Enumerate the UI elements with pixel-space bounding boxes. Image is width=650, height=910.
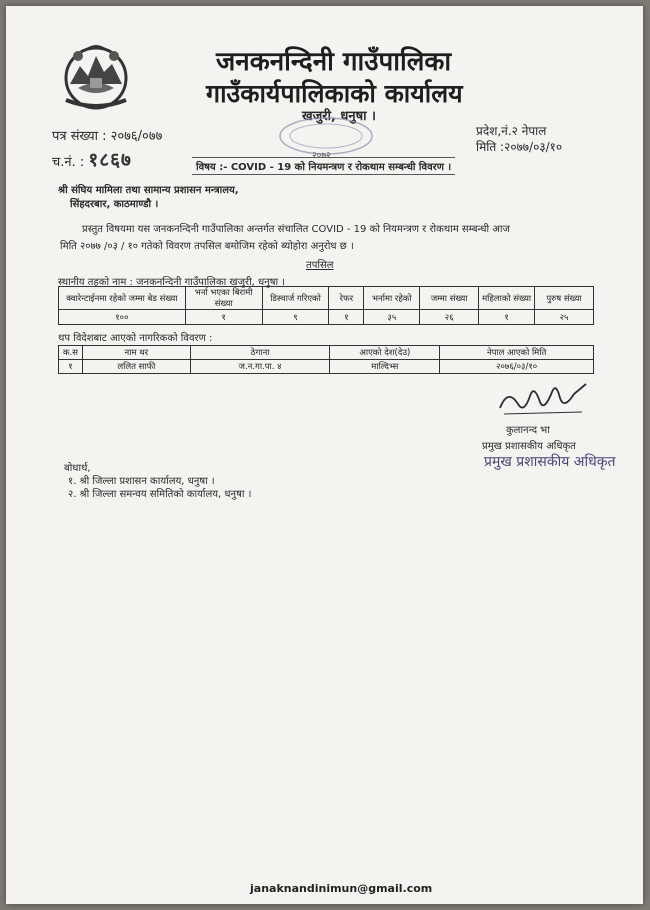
province: प्रदेश,नं.२ नेपाल	[476, 124, 547, 138]
table-cell: ज.न.गा.पा. ४	[190, 360, 330, 374]
header-cell: पुरुष संख्या	[535, 287, 594, 310]
returnees-table	[58, 345, 594, 374]
header-cell: महिलाको संख्या	[479, 287, 535, 310]
letter-date: मिति :२०७७/०३/१०	[476, 140, 563, 154]
dispatch-number-label: च.नं. :	[52, 155, 89, 170]
letter-number-value: २०७६/०७७	[110, 129, 163, 144]
body-text-line1: प्रस्तुत विषयमा यस जनकनन्दिनी गाउँपालिका अन्तर्गत संचालित COVID - 19 को नियमन्त्रण र रोकथाम सम्बन्धी आज	[82, 224, 510, 235]
header-cell: नाम थर	[82, 346, 190, 360]
table-row	[59, 360, 594, 374]
letter-number-label: पत्र संख्या :	[52, 129, 111, 144]
table-cell: १००	[59, 310, 186, 325]
letter-number	[52, 126, 162, 144]
signatory-stamp: प्रमुख प्रशासकीय अधिकृत	[484, 454, 616, 470]
header-cell: ठेगाना	[190, 346, 330, 360]
table-cell: २०७६/०३/१०	[440, 360, 594, 374]
office-location: खजुरी, धनुषा ।	[302, 109, 376, 124]
table-cell: ३५	[364, 310, 420, 325]
details-heading: तपसिल	[306, 260, 334, 271]
table-header-row	[59, 346, 594, 360]
returnees-label: थप विदेशबाट आएको नागरिकको विवरण :	[58, 333, 213, 344]
table-cell: २५	[535, 310, 594, 325]
header-cell: जम्मा संख्या	[420, 287, 479, 310]
table-cell: १	[185, 310, 262, 325]
table-cell: २६	[420, 310, 479, 325]
header-cell: भर्ना भएका बिरामी संख्या	[185, 287, 262, 310]
header-cell: क्वारेन्टाईनमा रहेको जम्मा बेड संख्या	[59, 287, 186, 310]
table-cell: १	[329, 310, 364, 325]
header-cell: डिस्चार्ज गरिएको	[262, 287, 329, 310]
table-header-row	[59, 287, 594, 310]
cc-item: १. श्री जिल्ला प्रशासन कार्यालय, धनुषा ।	[68, 476, 215, 487]
body-text-line2: मिति २०७७ /०३ / १० गतेको विवरण तपसिल बमोजिम रहेको ब्योहोरा अनुरोध छ ।	[60, 241, 354, 252]
table-cell: ९	[262, 310, 329, 325]
addressee-line2: सिंहदरबार, काठमाण्डौ ।	[70, 199, 159, 210]
table-cell: १	[479, 310, 535, 325]
addressee-line1: श्री संघिय मामिला तथा सामान्य प्रशासन मन्त्रालय,	[58, 185, 239, 196]
stamp-number: २०७२	[312, 151, 331, 161]
header-cell: भर्नामा रहेको	[364, 287, 420, 310]
signatory-name: कुलानन्द भा	[506, 425, 550, 436]
letter-page	[6, 6, 643, 904]
signatory-title: प्रमुख प्रशासकीय अधिकृत	[482, 441, 576, 452]
org-name: जनकनन्दिनी गाउँपालिका	[216, 47, 452, 77]
local-body-label: स्थानीय तहको नाम : जनकनन्दिनी गाउँपालिका खजुरी, धनुषा ।	[58, 277, 286, 288]
subject-line: विषय :- COVID - 19 को नियमन्त्रण र रोकथाम सम्बन्धी विवरण ।	[192, 157, 455, 175]
table-cell: १	[59, 360, 83, 374]
table-row	[59, 310, 594, 325]
dispatch-number	[52, 146, 132, 172]
header-cell: क.स	[59, 346, 83, 360]
header-cell: नेपाल आएको मिति	[440, 346, 594, 360]
footer-email: janaknandinimun@gmail.com	[250, 882, 433, 895]
office-name: गाउँकार्यपालिकाको कार्यालय	[206, 79, 463, 108]
table-cell: ललित साफी	[82, 360, 190, 374]
header-cell: रेफर	[329, 287, 364, 310]
government-emblem-icon	[58, 38, 134, 114]
header-cell: आएको देश(देउ)	[330, 346, 440, 360]
cc-label: बोधार्थ,	[64, 463, 91, 474]
dispatch-number-value: १८६७	[88, 149, 132, 171]
table-cell: माल्दिभ्स	[330, 360, 440, 374]
signature-mark	[494, 374, 592, 424]
covid-stats-table	[58, 286, 594, 325]
office-stamp	[274, 114, 378, 162]
cc-item: २. श्री जिल्ला समन्वय समितिको कार्यालय, धनुषा ।	[68, 489, 252, 500]
